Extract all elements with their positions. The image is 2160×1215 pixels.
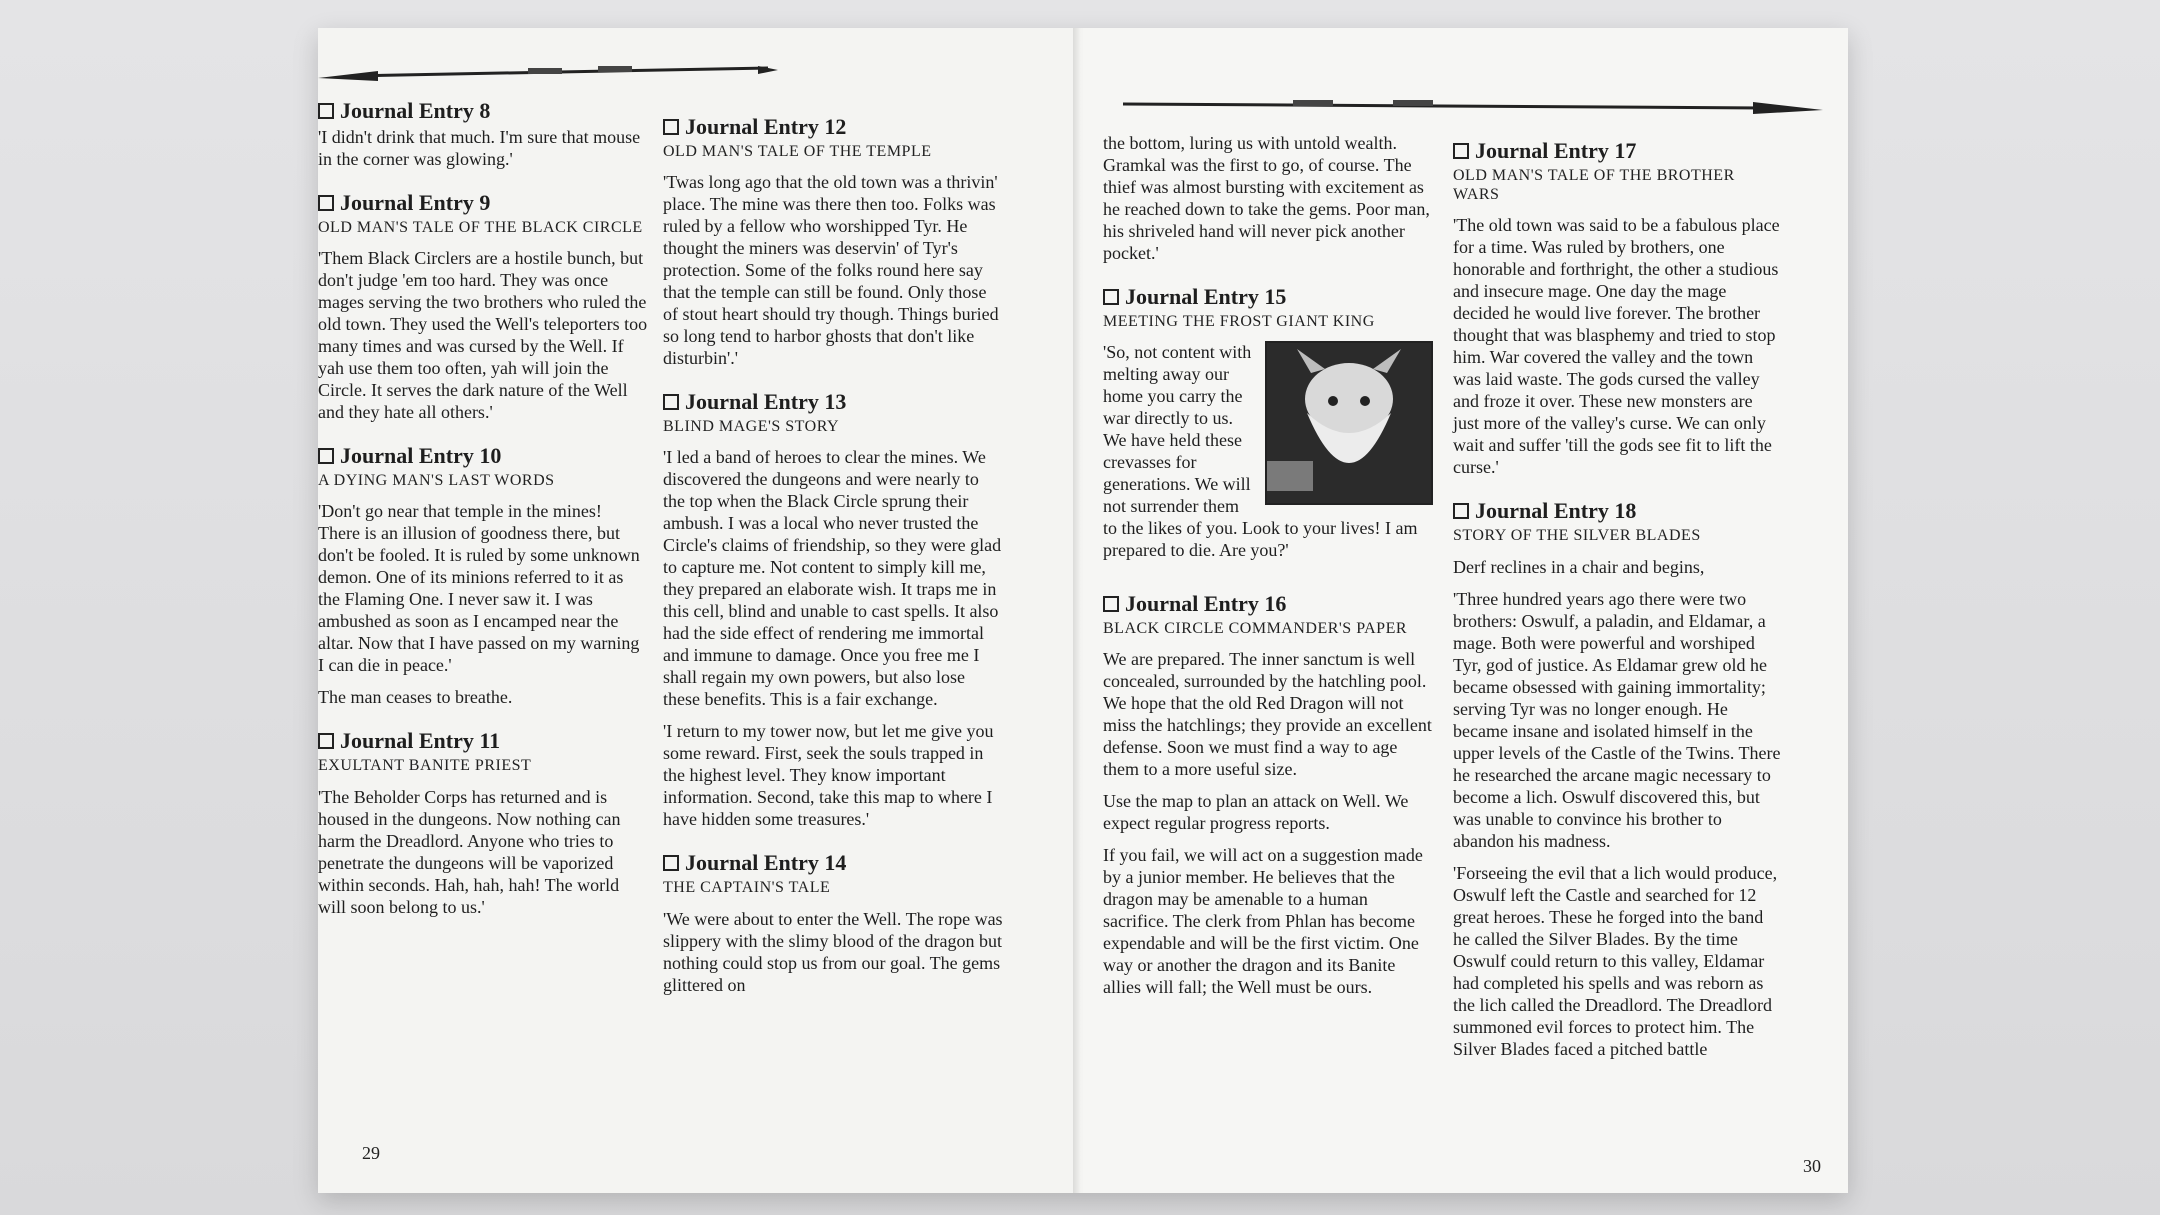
entry-title (1103, 591, 1433, 617)
journal-entry-13 (663, 389, 1003, 830)
entry-subtitle: OLD MAN'S TALE OF THE BROTHER WARS (1453, 167, 1735, 204)
entry-text: the bottom, luring us with untold wealth. Gramkal was the first to go, of course. The thief was almost bursting with excitement as he reached down to take the gems. Poor man, his shriveled hand will never pick another pocket.' (1103, 133, 1430, 263)
journal-entry-18 (1453, 498, 1783, 1059)
entry-subtitle: BLACK CIRCLE COMMANDER'S PAPER (1103, 620, 1408, 638)
entry-text: 'The old town was said to be a fabulous place for a time. Was ruled by brothers, one honorable and forthright, the other a studious and insecure mage. One day the mage decided he would live forever. The brother thought that was blasphemy and tried to stop him. War covered the valley and the town was laid waste. The gods cursed the valley and froze it over. These new monsters are just more of the valley's curse. We can only wait and suffer 'till the gods see fit to lift the curse.' (1453, 215, 1780, 478)
journal-entry-11 (318, 728, 648, 917)
checkbox-icon[interactable] (318, 448, 334, 464)
checkbox-icon[interactable] (663, 394, 679, 410)
entry-title (663, 389, 1003, 415)
entry-text: 'Don't go near that temple in the mines! There is an illusion of goodness there, but don't be fooled. It is ruled by some unknown demon. One of its minions referred to it as the Flaming One. I never saw it. I was ambushed as soon as I encamped near the altar. Now that I have passed on my warning I can die in peace.' (318, 501, 640, 676)
entry-text: 'I didn't drink that much. I'm sure that mouse in the corner was glowing.' (318, 127, 641, 169)
journal-entry-15 (1103, 284, 1433, 571)
entry-text: 'I led a band of heroes to clear the mines. We discovered the dungeons and were nearly to the top when the Black Circle sprung their ambush. I was a local who never trusted the Circle's claims of friendship, so they were glad to capture me. Not content to simply kill me, they prepared an elaborate wish. It traps me in this cell, blind and unable to cast spells. It also had the side effect of rendering me immortal and immune to damage. Once you free me I shall regain my own powers, but also lose these benefits. This is a fair exchange. (663, 447, 1002, 710)
right-page (1083, 28, 1848, 1193)
entry-subtitle: THE CAPTAIN'S TALE (663, 879, 831, 897)
entry-title (1453, 498, 1783, 524)
checkbox-icon[interactable] (318, 733, 334, 749)
entry-text: 'Three hundred years ago there were two brothers: Oswulf, a paladin, and Eldamar, a mage. Both were powerful and worshiped Tyr, god of justice. As Eldamar grew old he became obsessed with gaining immortality; serving Tyr was no longer enough. He became insane and isolated himself in the upper levels of the Castle of the Twins. There he researched the arcane magic necessary to become a lich. Oswulf discovered this, but was unable to convince his brother to abandon his madness. (1453, 588, 1781, 851)
journal-entry-9 (318, 190, 648, 423)
journal-entry-14-continued (1103, 132, 1433, 264)
entry-text: 'Twas long ago that the old town was a thrivin' place. The mine was there then too. Folks was ruled by a fellow who worshipped Tyr. He thought the miners was deservin' of Tyr's protection. Some of the folks round here say that the temple can still be found. Only those of stout heart should try though. Things buried so long tend to harbor ghosts that don't like disturbin'.' (663, 172, 999, 369)
entry-title-text: Journal Entry 16 (1125, 591, 1287, 617)
entry-title (1103, 284, 1433, 310)
checkbox-icon[interactable] (663, 119, 679, 135)
journal-entry-8 (318, 98, 648, 170)
page-number: 29 (362, 1143, 380, 1163)
journal-entry-16 (1103, 591, 1433, 998)
entry-text: 'Forseeing the evil that a lich would produce, Oswulf left the Castle and searched for 12 great heroes. These he forged into the band he called the Silver Blades. By the time Oswulf could return to this valley, Eldamar had completed his spells and was reborn as the lich called the Dreadlord. The Dreadlord summoned evil forces to protect him. The Silver Blades faced a pitched battle (1453, 862, 1778, 1059)
open-booklet (318, 28, 1848, 1193)
entry-title-text: Journal Entry 12 (685, 114, 847, 139)
entry-text: If you fail, we will act on a suggestion made by a junior member. He believes that the dragon may be amenable to a human sacrifice. The clerk from Phlan has become expendable and will be the first victim. One way or another the dragon and its Banite allies will fall; the Well must be ours. (1103, 845, 1423, 998)
bearded-warrior-icon (1267, 343, 1431, 503)
journal-entry-17 (1453, 138, 1783, 478)
checkbox-icon[interactable] (1103, 596, 1119, 612)
entry-title-text: Journal Entry 17 (1475, 138, 1637, 163)
entry-title (318, 728, 648, 754)
left-page (318, 28, 1083, 1193)
entry-text: 'So, not content with melting away our home you carry the war directly to us. We have held these crevasses for generations. We will not surrender them to the likes of you. Look to your lives! I am prepared to die. Are you?' (1103, 342, 1418, 561)
checkbox-icon[interactable] (1453, 143, 1469, 159)
right-column-1 (1103, 132, 1433, 1018)
spear-ornament-right (1123, 90, 1823, 118)
checkbox-icon[interactable] (1453, 503, 1469, 519)
entry-subtitle: A DYING MAN'S LAST WORDS (318, 472, 555, 490)
entry-text: 'I return to my tower now, but let me give you some reward. First, seek the souls trapped in the highest level. They know important information. Second, take this map to where I have hidden some treasures.' (663, 721, 994, 830)
entry-subtitle: STORY OF THE SILVER BLADES (1453, 527, 1701, 545)
entry-subtitle: OLD MAN'S TALE OF THE BLACK CIRCLE (318, 219, 643, 236)
frost-giant-king-portrait (1265, 341, 1433, 505)
entry-title (318, 190, 648, 216)
page-number: 30 (1803, 1156, 1821, 1176)
journal-entry-10 (318, 443, 648, 708)
entry-text: Derf reclines in a chair and begins, (1453, 556, 1705, 577)
entry-text: 'We were about to enter the Well. The rope was slippery with the slimy blood of the dragon but nothing could stop us from our goal. The gems glittered on (663, 908, 1003, 995)
entry-title (318, 98, 648, 124)
entry-title-text: Journal Entry 11 (340, 728, 501, 754)
entry-title-text: Journal Entry 9 (340, 190, 491, 215)
entry-subtitle: EXULTANT BANITE PRIEST (318, 757, 532, 775)
entry-title-text: Journal Entry 18 (1475, 498, 1637, 524)
entry-title-text: Journal Entry 8 (340, 98, 491, 123)
entry-title-text: Journal Entry 14 (685, 850, 847, 876)
spear-ornament-left (318, 58, 778, 86)
entry-text: We are prepared. The inner sanctum is well concealed, surrounded by the hatchling pool. We hope that the old Red Dragon will not miss the hatchlings; they provide an excellent defense. Soon we must find a way to age them to a more useful size. (1103, 649, 1432, 780)
entry-text: Use the map to plan an attack on Well. We expect regular progress reports. (1103, 791, 1409, 834)
entry-subtitle: MEETING THE FROST GIANT KING (1103, 313, 1375, 330)
journal-entry-12 (663, 114, 1003, 369)
entry-title-text: Journal Entry 13 (685, 389, 847, 415)
entry-subtitle: BLIND MAGE'S STORY (663, 418, 840, 436)
entry-title-text: Journal Entry 15 (1125, 284, 1287, 309)
entry-title (663, 850, 1003, 876)
left-column-1 (318, 98, 648, 938)
entry-text: The man ceases to breathe. (318, 687, 513, 708)
right-column-2 (1453, 138, 1783, 1080)
left-column-2 (663, 114, 1003, 1016)
entry-title (663, 114, 1003, 140)
entry-title (1453, 138, 1783, 164)
entry-text: 'The Beholder Corps has returned and is housed in the dungeons. Now nothing can harm the Dreadlord. Anyone who tries to penetrate the dungeons will be vaporized within seconds. Hah, hah, hah! The world will soon belong to us.' (318, 786, 621, 917)
entry-title-text: Journal Entry 10 (340, 443, 502, 469)
checkbox-icon[interactable] (1103, 289, 1119, 305)
entry-title (318, 443, 648, 469)
checkbox-icon[interactable] (318, 195, 334, 211)
checkbox-icon[interactable] (663, 855, 679, 871)
entry-text: 'Them Black Circlers are a hostile bunch, but don't judge 'em too hard. They was once mages serving the two brothers who ruled the old town. They used the Well's teleporters too many times and was cursed by the Well. If yah use them too often, yah will join the Circle. It serves the dark nature of the Well and they hate all others.' (318, 248, 648, 423)
journal-entry-14 (663, 850, 1003, 995)
checkbox-icon[interactable] (318, 103, 334, 119)
entry-subtitle: OLD MAN'S TALE OF THE TEMPLE (663, 143, 932, 160)
